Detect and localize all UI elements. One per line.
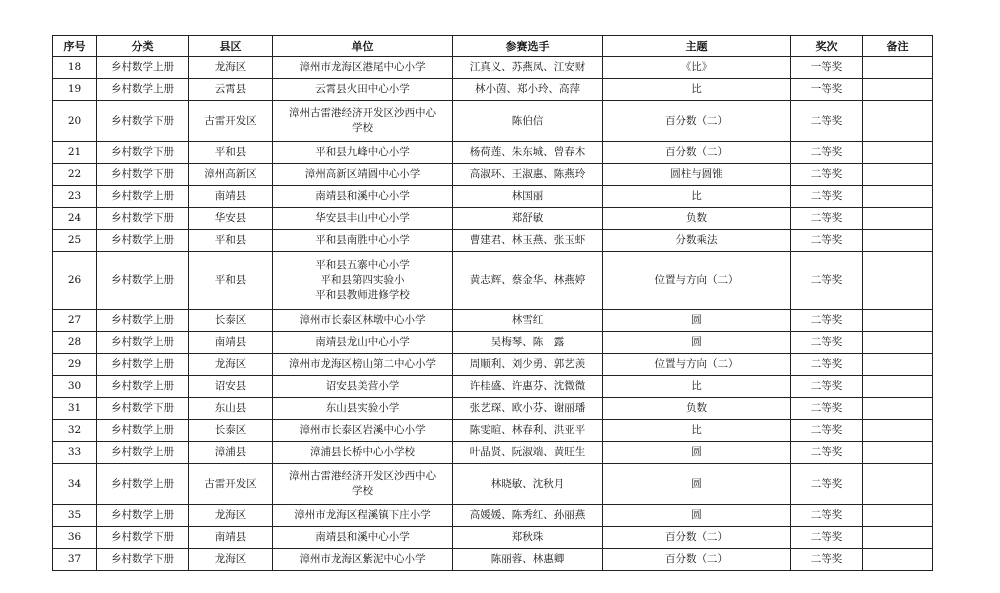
cell-topic: 比 <box>603 376 791 398</box>
cell-county: 龙海区 <box>189 505 273 527</box>
unit-line: 南靖县龙山中心小学 <box>315 336 410 348</box>
unit-line: 漳州市龙海区港尾中心小学 <box>299 61 426 73</box>
cell-award: 二等奖 <box>791 376 863 398</box>
cell-no: 37 <box>53 549 97 571</box>
cell-unit <box>273 310 453 332</box>
unit-line: 诏安县美营小学 <box>325 380 400 392</box>
cell-no: 29 <box>53 354 97 376</box>
cell-remark <box>863 376 933 398</box>
cell-award: 二等奖 <box>791 354 863 376</box>
unit-line: 漳州高新区靖圆中心小学 <box>304 168 421 180</box>
cell-unit <box>273 142 453 164</box>
header-category: 分类 <box>97 36 189 57</box>
cell-category: 乡村数学上册 <box>97 230 189 252</box>
cell-award: 二等奖 <box>791 101 863 142</box>
cell-no: 31 <box>53 398 97 420</box>
cell-unit <box>273 549 453 571</box>
cell-remark <box>863 186 933 208</box>
cell-unit <box>273 420 453 442</box>
cell-no: 30 <box>53 376 97 398</box>
cell-topic: 圆柱与圆锥 <box>603 164 791 186</box>
cell-remark <box>863 505 933 527</box>
header-unit: 单位 <box>273 36 453 57</box>
cell-players: 吴梅琴、陈 露 <box>453 332 603 354</box>
unit-line: 平和县九峰中心小学 <box>315 146 410 158</box>
unit-line: 漳州市长泰区林墩中心小学 <box>299 314 426 326</box>
cell-no: 34 <box>53 464 97 505</box>
cell-county: 南靖县 <box>189 527 273 549</box>
table-row <box>53 310 933 332</box>
cell-unit <box>273 79 453 101</box>
cell-players: 周顺利、刘少勇、郭艺羡 <box>453 354 603 376</box>
unit-line: 漳浦县长桥中心小学校 <box>310 446 415 458</box>
cell-remark <box>863 57 933 79</box>
table-row <box>53 208 933 230</box>
cell-category: 乡村数学下册 <box>97 142 189 164</box>
table-header-row <box>53 36 933 57</box>
award-list-page <box>52 35 932 571</box>
cell-topic: 比 <box>603 79 791 101</box>
cell-players: 叶晶贤、阮淑端、黄旺生 <box>453 442 603 464</box>
cell-topic: 圆 <box>603 332 791 354</box>
cell-topic: 比 <box>603 186 791 208</box>
header-players: 参赛选手 <box>453 36 603 57</box>
cell-remark <box>863 164 933 186</box>
cell-award: 二等奖 <box>791 549 863 571</box>
header-county: 县区 <box>189 36 273 57</box>
cell-no: 35 <box>53 505 97 527</box>
unit-line: 平和县五寨中心小学 <box>315 259 410 271</box>
cell-unit <box>273 186 453 208</box>
cell-award: 二等奖 <box>791 310 863 332</box>
unit-line: 平和县教师进修学校 <box>315 289 410 301</box>
table-row <box>53 252 933 310</box>
cell-players: 江真义、苏燕凤、江安财 <box>453 57 603 79</box>
cell-players: 陈丽蓉、林惠卿 <box>453 549 603 571</box>
header-topic: 主题 <box>603 36 791 57</box>
cell-award: 一等奖 <box>791 57 863 79</box>
cell-players: 黄志辉、蔡金华、林燕婷 <box>453 252 603 310</box>
table-row <box>53 142 933 164</box>
cell-county: 东山县 <box>189 398 273 420</box>
cell-unit <box>273 505 453 527</box>
cell-remark <box>863 549 933 571</box>
cell-category: 乡村数学上册 <box>97 442 189 464</box>
cell-no: 19 <box>53 79 97 101</box>
table-row <box>53 79 933 101</box>
cell-no: 18 <box>53 57 97 79</box>
table-row <box>53 230 933 252</box>
table-row <box>53 505 933 527</box>
cell-category: 乡村数学下册 <box>97 208 189 230</box>
cell-unit <box>273 332 453 354</box>
cell-topic: 位置与方向（二） <box>603 252 791 310</box>
cell-unit <box>273 527 453 549</box>
cell-remark <box>863 101 933 142</box>
cell-category: 乡村数学下册 <box>97 549 189 571</box>
cell-players: 郑秋珠 <box>453 527 603 549</box>
cell-unit <box>273 101 453 142</box>
cell-no: 20 <box>53 101 97 142</box>
cell-topic: 百分数（二） <box>603 527 791 549</box>
cell-unit <box>273 442 453 464</box>
cell-players: 高淑环、王淑惠、陈燕玲 <box>453 164 603 186</box>
table-body <box>53 57 933 571</box>
cell-topic: 分数乘法 <box>603 230 791 252</box>
unit-line: 南靖县和溪中心小学 <box>315 531 410 543</box>
cell-category: 乡村数学上册 <box>97 186 189 208</box>
cell-award: 二等奖 <box>791 142 863 164</box>
cell-topic: 百分数（二） <box>603 549 791 571</box>
cell-no: 25 <box>53 230 97 252</box>
cell-players: 曹建君、林玉燕、张玉虾 <box>453 230 603 252</box>
cell-remark <box>863 464 933 505</box>
cell-players: 高媛媛、陈秀红、孙丽燕 <box>453 505 603 527</box>
cell-category: 乡村数学上册 <box>97 57 189 79</box>
table-row <box>53 376 933 398</box>
cell-players: 郑舒敏 <box>453 208 603 230</box>
cell-county: 云霄县 <box>189 79 273 101</box>
cell-award: 二等奖 <box>791 527 863 549</box>
cell-county: 长泰区 <box>189 310 273 332</box>
cell-county: 漳浦县 <box>189 442 273 464</box>
cell-topic: 圆 <box>603 442 791 464</box>
unit-line: 漳州市龙海区程溪镇下庄小学 <box>294 509 431 521</box>
table-row <box>53 164 933 186</box>
cell-category: 乡村数学上册 <box>97 505 189 527</box>
cell-remark <box>863 230 933 252</box>
cell-remark <box>863 398 933 420</box>
cell-award: 二等奖 <box>791 332 863 354</box>
header-no: 序号 <box>53 36 97 57</box>
cell-no: 27 <box>53 310 97 332</box>
cell-unit <box>273 230 453 252</box>
cell-remark <box>863 354 933 376</box>
cell-county: 南靖县 <box>189 186 273 208</box>
table-row <box>53 527 933 549</box>
table-row <box>53 332 933 354</box>
cell-category: 乡村数学上册 <box>97 310 189 332</box>
unit-line: 华安县丰山中心小学 <box>315 212 410 224</box>
cell-county: 古雷开发区 <box>189 464 273 505</box>
cell-category: 乡村数学下册 <box>97 398 189 420</box>
cell-unit <box>273 376 453 398</box>
cell-award: 二等奖 <box>791 252 863 310</box>
cell-county: 平和县 <box>189 142 273 164</box>
header-award: 奖次 <box>791 36 863 57</box>
unit-line: 学校 <box>352 122 373 134</box>
cell-no: 33 <box>53 442 97 464</box>
cell-award: 二等奖 <box>791 230 863 252</box>
cell-unit <box>273 354 453 376</box>
table-row <box>53 420 933 442</box>
cell-remark <box>863 79 933 101</box>
cell-no: 26 <box>53 252 97 310</box>
cell-category: 乡村数学上册 <box>97 354 189 376</box>
cell-award: 二等奖 <box>791 186 863 208</box>
table-row <box>53 549 933 571</box>
cell-players: 许桂盛、许惠芬、沈微微 <box>453 376 603 398</box>
unit-line: 平和县南胜中心小学 <box>315 234 410 246</box>
cell-remark <box>863 252 933 310</box>
unit-line: 学校 <box>352 485 373 497</box>
cell-award: 二等奖 <box>791 505 863 527</box>
cell-players: 林小茵、郑小玲、高萍 <box>453 79 603 101</box>
award-table <box>52 35 933 571</box>
unit-line: 云霄县火田中心小学 <box>315 83 410 95</box>
cell-players: 杨荷莲、朱东城、曾春木 <box>453 142 603 164</box>
cell-topic: 位置与方向（二） <box>603 354 791 376</box>
cell-topic: 《比》 <box>603 57 791 79</box>
unit-line: 平和县第四实验小 <box>320 274 405 286</box>
cell-unit <box>273 398 453 420</box>
cell-county: 龙海区 <box>189 57 273 79</box>
cell-no: 28 <box>53 332 97 354</box>
cell-no: 36 <box>53 527 97 549</box>
cell-county: 平和县 <box>189 230 273 252</box>
cell-no: 24 <box>53 208 97 230</box>
cell-category: 乡村数学下册 <box>97 527 189 549</box>
cell-topic: 百分数（二） <box>603 142 791 164</box>
cell-topic: 圆 <box>603 464 791 505</box>
cell-topic: 圆 <box>603 310 791 332</box>
unit-line: 东山县实验小学 <box>325 402 400 414</box>
cell-category: 乡村数学上册 <box>97 79 189 101</box>
cell-remark <box>863 527 933 549</box>
cell-category: 乡村数学下册 <box>97 164 189 186</box>
cell-category: 乡村数学上册 <box>97 332 189 354</box>
unit-line: 南靖县和溪中心小学 <box>315 190 410 202</box>
cell-award: 一等奖 <box>791 79 863 101</box>
cell-county: 古雷开发区 <box>189 101 273 142</box>
table-row <box>53 354 933 376</box>
cell-players: 林国丽 <box>453 186 603 208</box>
cell-county: 龙海区 <box>189 549 273 571</box>
cell-topic: 百分数（二） <box>603 101 791 142</box>
cell-players: 陈雯暄、林春利、洪亚平 <box>453 420 603 442</box>
cell-county: 平和县 <box>189 252 273 310</box>
cell-county: 龙海区 <box>189 354 273 376</box>
cell-county: 长泰区 <box>189 420 273 442</box>
cell-players: 林雪红 <box>453 310 603 332</box>
cell-remark <box>863 208 933 230</box>
cell-category: 乡村数学上册 <box>97 420 189 442</box>
cell-unit <box>273 57 453 79</box>
unit-line: 漳州市长泰区岩溪中心小学 <box>299 424 426 436</box>
cell-no: 23 <box>53 186 97 208</box>
header-remark: 备注 <box>863 36 933 57</box>
cell-remark <box>863 420 933 442</box>
cell-county: 漳州高新区 <box>189 164 273 186</box>
table-row <box>53 464 933 505</box>
cell-award: 二等奖 <box>791 208 863 230</box>
table-row <box>53 398 933 420</box>
table-row <box>53 101 933 142</box>
cell-no: 32 <box>53 420 97 442</box>
cell-topic: 圆 <box>603 505 791 527</box>
cell-category: 乡村数学上册 <box>97 252 189 310</box>
table-row <box>53 442 933 464</box>
cell-remark <box>863 310 933 332</box>
cell-county: 华安县 <box>189 208 273 230</box>
cell-unit <box>273 464 453 505</box>
cell-remark <box>863 442 933 464</box>
cell-topic: 比 <box>603 420 791 442</box>
cell-remark <box>863 142 933 164</box>
cell-remark <box>863 332 933 354</box>
cell-award: 二等奖 <box>791 442 863 464</box>
cell-county: 南靖县 <box>189 332 273 354</box>
cell-unit <box>273 164 453 186</box>
cell-unit <box>273 252 453 310</box>
cell-players: 张艺琛、欧小芬、谢丽璠 <box>453 398 603 420</box>
cell-unit <box>273 208 453 230</box>
unit-line: 漳州古雷港经济开发区沙西中心 <box>289 470 436 482</box>
cell-topic: 负数 <box>603 398 791 420</box>
cell-no: 21 <box>53 142 97 164</box>
cell-players: 林晓敏、沈秋月 <box>453 464 603 505</box>
cell-category: 乡村数学下册 <box>97 101 189 142</box>
unit-line: 漳州古雷港经济开发区沙西中心 <box>289 107 436 119</box>
cell-topic: 负数 <box>603 208 791 230</box>
cell-category: 乡村数学上册 <box>97 376 189 398</box>
table-row <box>53 186 933 208</box>
table-row <box>53 57 933 79</box>
unit-line: 漳州市龙海区榜山第二中心小学 <box>289 358 436 370</box>
cell-award: 二等奖 <box>791 420 863 442</box>
cell-no: 22 <box>53 164 97 186</box>
cell-category: 乡村数学上册 <box>97 464 189 505</box>
cell-award: 二等奖 <box>791 398 863 420</box>
cell-players: 陈伯信 <box>453 101 603 142</box>
cell-county: 诏安县 <box>189 376 273 398</box>
cell-award: 二等奖 <box>791 164 863 186</box>
cell-award: 二等奖 <box>791 464 863 505</box>
unit-line: 漳州市龙海区紫泥中心小学 <box>299 553 426 565</box>
